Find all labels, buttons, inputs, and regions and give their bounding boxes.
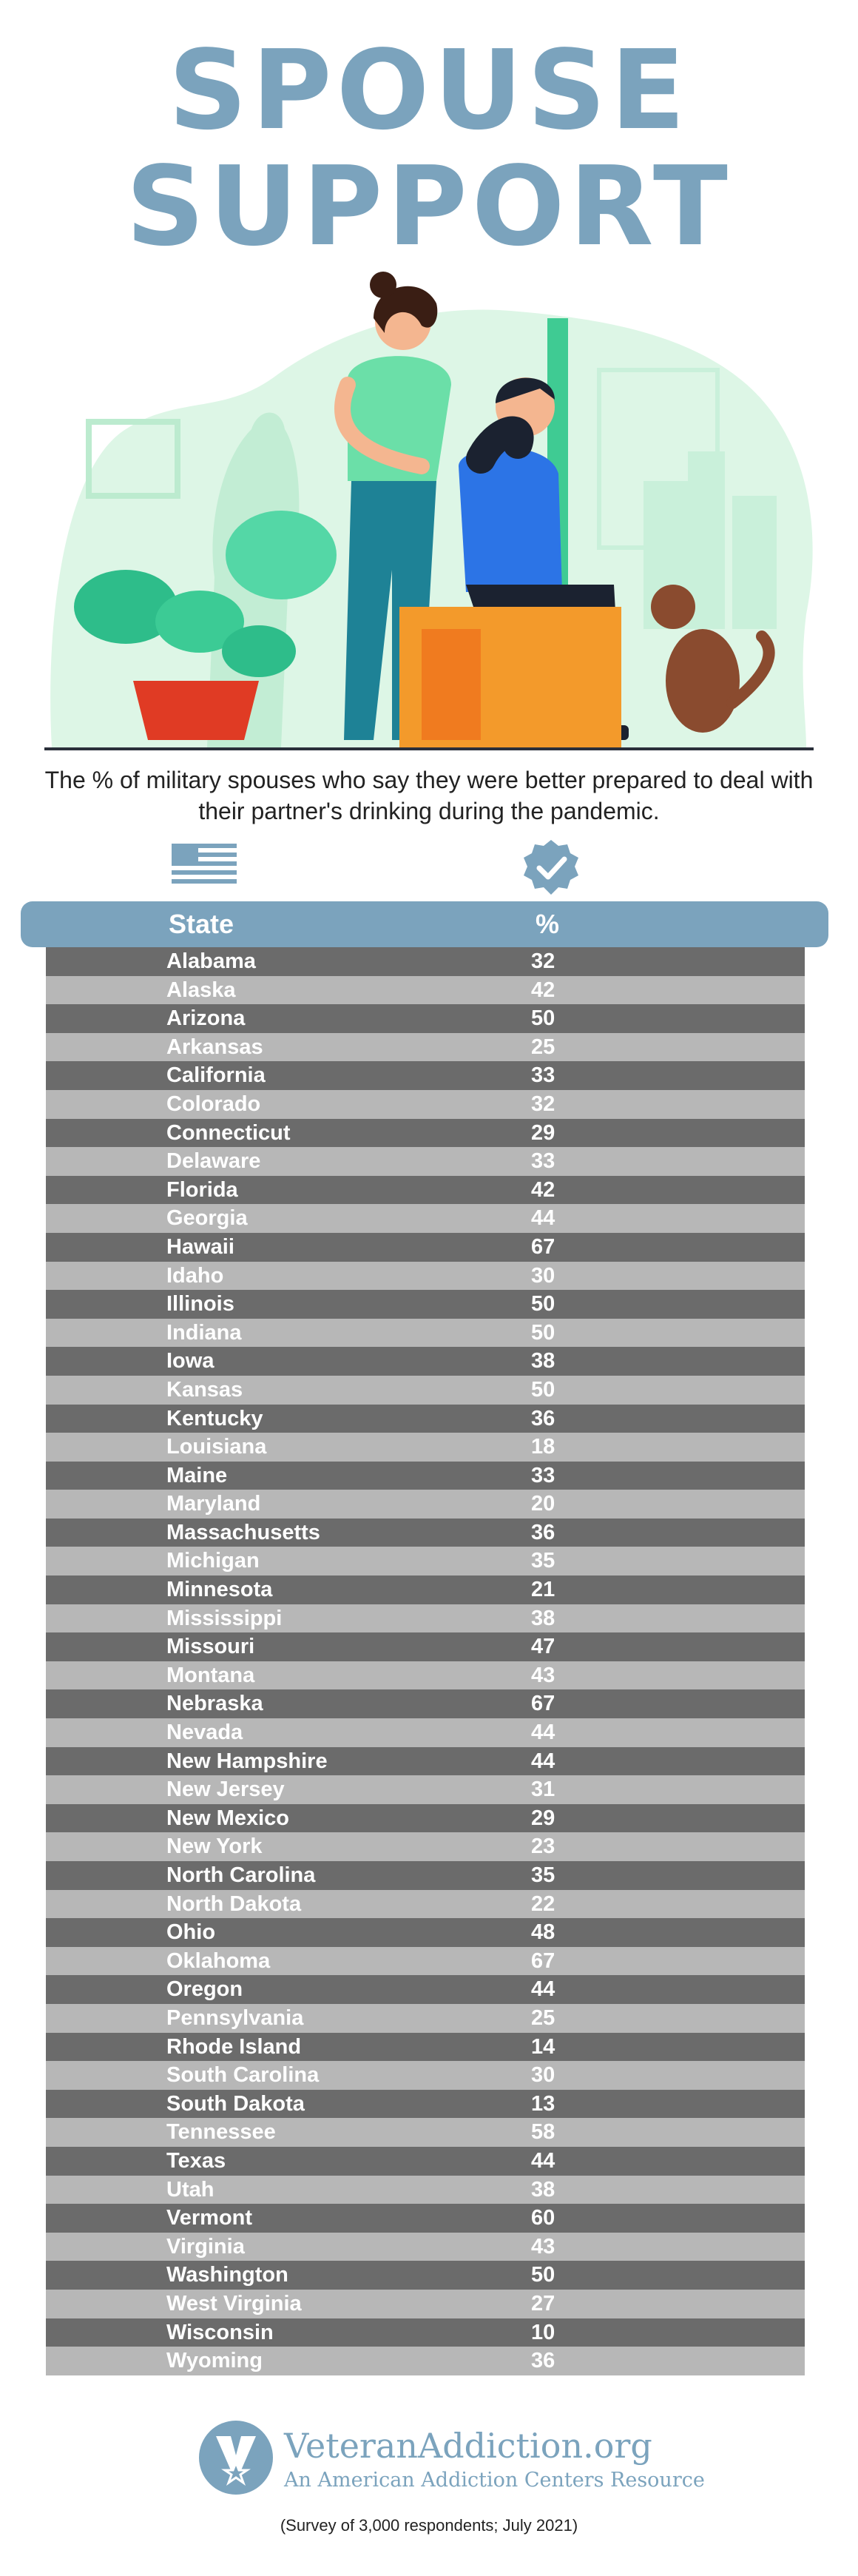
state-name: Minnesota [166,1578,273,1602]
state-name: New Mexico [166,1806,289,1830]
plant-leaf [222,625,296,677]
table-row [46,1547,805,1575]
table-row [46,1119,805,1148]
state-name: Maine [166,1463,228,1487]
state-percent: 33 [531,1463,555,1487]
state-name: Alabama [166,949,256,973]
table-row [46,1890,805,1919]
table-row [46,1176,805,1205]
state-name: Massachusetts [166,1520,320,1544]
state-name: Colorado [166,1092,261,1116]
state-name: Delaware [166,1149,261,1174]
table-row [46,1604,805,1633]
state-percent: 22 [531,1891,555,1916]
column-header-percent: % [536,909,560,939]
stool-front [422,629,481,740]
table-row [46,1319,805,1348]
state-name: Maryland [166,1492,261,1516]
state-percent: 29 [531,1120,555,1145]
state-name: Mississippi [166,1606,283,1630]
brand-name: VeteranAddiction.org [284,2426,652,2466]
state-name: Montana [166,1663,255,1687]
state-name: Louisiana [166,1435,267,1459]
state-percent: 10 [531,2320,555,2344]
table-row [46,1290,805,1319]
table-row [46,1747,805,1776]
state-percent: 32 [531,949,555,973]
table-row [46,1376,805,1405]
table-row [46,1490,805,1519]
table-row [46,2061,805,2090]
veteran-addiction-logo-icon [198,2420,274,2495]
state-name: Nebraska [166,1692,263,1716]
state-percent: 42 [531,1177,555,1202]
state-name: Nevada [166,1721,243,1745]
table-row [46,2261,805,2290]
state-name: Texas [166,2148,226,2173]
state-percent: 67 [531,1692,555,1716]
table-row [46,1832,805,1861]
state-percent: 50 [531,1377,555,1402]
table-row [46,2147,805,2176]
state-name: Florida [166,1177,238,1202]
state-percent: 42 [531,978,555,1002]
state-name: Kentucky [166,1406,263,1430]
plant-leaf [226,511,337,599]
spouse-support-illustration [37,259,821,759]
state-percent: 21 [531,1578,555,1602]
table-row [46,1233,805,1262]
title-line-2: SUPPORT [126,143,732,270]
state-name: Hawaii [166,1234,234,1259]
table-row [46,1775,805,1804]
cat-body [666,629,740,733]
state-name: Virginia [166,2234,245,2259]
table-row [46,1918,805,1947]
state-percent: 38 [531,2177,555,2202]
table-row [46,1033,805,1062]
state-name: Michigan [166,1549,260,1573]
state-percent: 67 [531,1234,555,1259]
cat-head [651,585,695,629]
table-row [46,2033,805,2062]
state-name: Rhode Island [166,2034,302,2059]
table-row [46,2233,805,2261]
state-percent: 50 [531,1292,555,1316]
checkmark-badge-icon [521,838,581,898]
table-row [46,1433,805,1462]
table-row [46,2004,805,2033]
state-name: Indiana [166,1320,242,1345]
table-row [46,947,805,976]
state-name: Kansas [166,1377,243,1402]
state-percent: 44 [531,1206,555,1231]
state-name: Ohio [166,1920,216,1945]
table-row [46,2290,805,2318]
state-percent: 25 [531,2005,555,2030]
state-percent: 44 [531,1721,555,1745]
table-header [21,901,828,947]
table-row [46,2204,805,2233]
state-name: New Jersey [166,1778,285,1802]
state-percent: 20 [531,1492,555,1516]
table-row [46,1804,805,1833]
table-row [46,1861,805,1890]
state-percent: 14 [531,2034,555,2059]
table-row [46,1004,805,1033]
state-percent: 44 [531,1749,555,1773]
state-percent: 13 [531,2091,555,2116]
state-name: California [166,1063,266,1088]
woman-hair-bun [370,272,396,298]
state-percent: 48 [531,1920,555,1945]
state-name: Alaska [166,978,236,1002]
state-percent: 33 [531,1149,555,1174]
state-name: Wyoming [166,2349,263,2373]
state-percent: 25 [531,1035,555,1059]
table-row [46,1975,805,2004]
table-row [46,976,805,1005]
table-row [46,1405,805,1433]
state-name: Tennessee [166,2120,276,2145]
state-percent: 50 [531,1006,555,1031]
state-name: Idaho [166,1263,224,1288]
brand-tagline: An American Addiction Centers Resource [284,2469,705,2492]
state-percent: 58 [531,2120,555,2145]
state-name: South Carolina [166,2063,320,2088]
state-percent: 60 [531,2206,555,2230]
state-name: North Dakota [166,1891,302,1916]
table-row [46,1718,805,1747]
table-row [46,2090,805,2119]
state-percent: 43 [531,2234,555,2259]
table-row [46,1689,805,1718]
city-building [732,496,777,629]
table-row [46,1519,805,1547]
state-name: Arizona [166,1006,246,1031]
state-name: Pennsylvania [166,2005,304,2030]
state-name: Iowa [166,1349,214,1373]
table-row [46,2318,805,2347]
table-row [46,1347,805,1376]
table-row [46,2176,805,2205]
state-name: Georgia [166,1206,248,1231]
state-percent: 23 [531,1835,555,1859]
table-row [46,1661,805,1690]
state-percent: 50 [531,1320,555,1345]
state-name: New York [166,1835,263,1859]
table-row [46,1147,805,1176]
table-row [46,1575,805,1604]
table-row [46,1632,805,1661]
state-name: Vermont [166,2206,253,2230]
state-name: New Hampshire [166,1749,328,1773]
state-percent: 18 [531,1435,555,1459]
state-percent: 33 [531,1063,555,1088]
table-row [46,1262,805,1291]
state-name: Oklahoma [166,1948,271,1973]
state-name: Arkansas [166,1035,263,1059]
table-row [46,1462,805,1490]
title-line-1: SPOUSE [168,27,690,154]
man-arm [481,431,519,459]
state-percent: 50 [531,2263,555,2287]
state-name: Utah [166,2177,214,2202]
intro-text: The % of military spouses who say they were better prepared to deal with their partner's drinking during the pandemic. [44,767,814,824]
table-row [46,1947,805,1976]
state-name: Oregon [166,1977,243,2002]
state-percent: 36 [531,1406,555,1430]
state-percent: 38 [531,1349,555,1373]
state-percent: 67 [531,1948,555,1973]
state-percent: 29 [531,1806,555,1830]
state-percent: 30 [531,1263,555,1288]
state-name: Washington [166,2263,288,2287]
state-percent: 32 [531,1092,555,1116]
state-percent: 38 [531,1606,555,1630]
state-percent: 35 [531,1863,555,1887]
state-percent: 31 [531,1778,555,1802]
plant-pot [133,681,259,740]
survey-footnote: (Survey of 3,000 respondents; July 2021) [280,2516,578,2535]
table-row [46,1090,805,1119]
state-name: West Virginia [166,2291,302,2316]
state-name: Illinois [166,1292,234,1316]
state-percent: 47 [531,1635,555,1659]
us-flag-icon [172,844,237,888]
state-name: South Dakota [166,2091,305,2116]
state-percent: 30 [531,2063,555,2088]
state-table-body [46,947,805,2375]
state-percent: 44 [531,2148,555,2173]
state-name: Missouri [166,1635,255,1659]
table-row [46,1061,805,1090]
table-row [46,2347,805,2375]
state-percent: 36 [531,2349,555,2373]
table-row [46,2118,805,2147]
state-name: Wisconsin [166,2320,274,2344]
state-percent: 36 [531,1520,555,1544]
column-header-state: State [169,909,234,939]
state-percent: 44 [531,1977,555,2002]
state-name: North Carolina [166,1863,316,1887]
state-percent: 27 [531,2291,555,2316]
table-row [46,1204,805,1233]
state-name: Connecticut [166,1120,291,1145]
state-percent: 43 [531,1663,555,1687]
state-percent: 35 [531,1549,555,1573]
